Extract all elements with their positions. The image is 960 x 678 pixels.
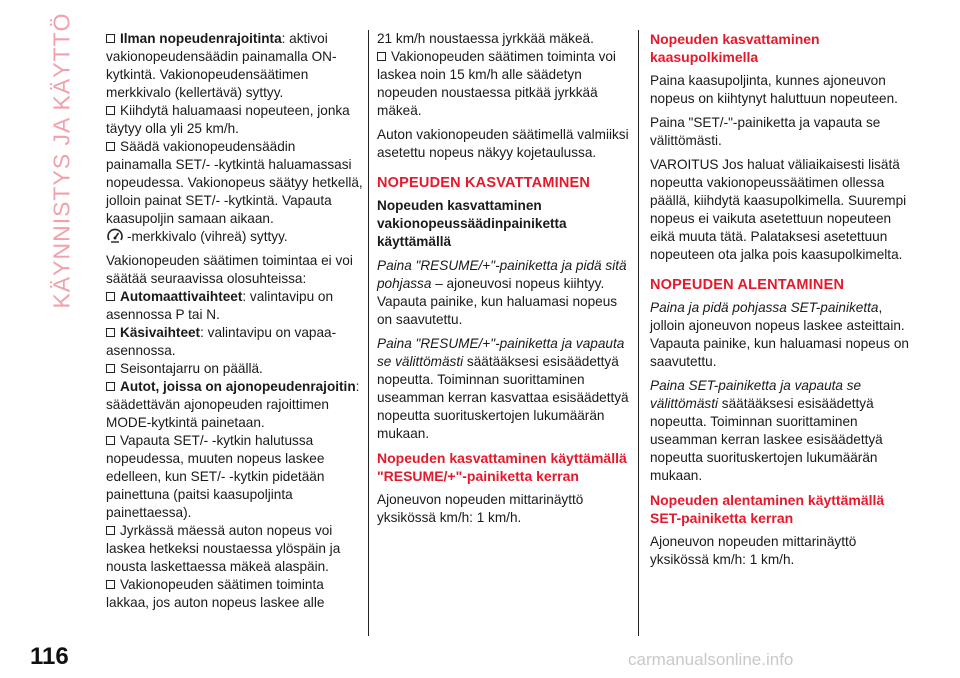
paragraph [377,335,633,443]
bullet-text: Kiihdytä haluamaasi nopeuteen, jonka täytyy olla yli 25 km/h. [106,103,350,136]
bullet-item [106,30,364,102]
bullet-item [377,48,633,120]
paragraph-text: säätääksesi esisäädettyä nopeutta. Toiminnan suorittaminen useamman kerran laskee esisäädettyä nopeutta suorituskertojen lukumäärän mukaan. [650,396,883,483]
column-1 [106,30,364,612]
bullet-text: Vakionopeuden säätimen toiminta lakkaa, jos auton nopeus laskee alle [106,577,325,610]
bullet-item [106,360,364,378]
section-heading: NOPEUDEN KASVATTAMINEN [377,175,591,191]
bullet-item [106,432,364,522]
paragraph: Ajoneuvon nopeuden mittarinäyttö yksikössä km/h: 1 km/h. [650,534,857,567]
page-number: 116 [30,643,69,670]
bullet-item [106,324,364,360]
column-2 [377,30,633,527]
bullet-text: : aktivoi vakionopeudensäädin painamalla ON-kytkintä. Vakionopeudensäätimen merkkivalo (kellertävä) syttyy. [106,31,337,100]
chapter-side-tab [42,11,82,309]
bullet-label: Autot, joissa on ajonopeudenrajoitin [120,379,356,394]
paragraph: Paina kaasupoljinta, kunnes ajoneuvon nopeus on kiihtynyt haluttuun nopeuteen. [650,73,898,106]
paragraph: VAROITUS Jos haluat väliaikaisesti lisätä nopeutta vakionopeussäätimen ollessa päällä, kiihdytä kaasupolkimella. Suurempi nopeus ei vaikuta asetettuun nopeuteen eikä muuta tätä. Palataksesi asetettuun nopeuteen ota jalka pois kaasupolkimelta. [650,157,907,262]
paragraph-text: säätääksesi esisäädettyä nopeutta. Toiminnan suorittaminen useamman kerran kasvattaa esisäädettyä nopeutta suorituskertojen lukumäärän mukaan. [377,354,629,441]
bullet-label: Käsivaihteet [120,325,201,340]
subsection-heading: Nopeuden kasvattaminen käyttämällä "RESUME/+"-painiketta kerran [377,450,627,484]
bullet-text: Seisontajarru on päällä. [120,361,263,376]
paragraph: Paina "SET/-"-painiketta ja vapauta se välittömästi. [650,115,881,148]
subsection-heading: Nopeuden kasvattaminen vakionopeussäädinpainiketta käyttämällä [377,198,567,249]
indicator-line [106,228,364,246]
subsection-heading: Nopeuden kasvattaminen kaasupolkimella [650,31,820,65]
bullet-text: Jyrkässä mäessä auton nopeus voi laskea hetkeksi noustaessa ylöspäin ja nousta laskettaessa mäkeä alaspäin. [106,523,341,574]
paragraph: Auton vakionopeuden säätimellä valmiiksi asetettu nopeus näkyy kojetaulussa. [377,127,629,160]
bullet-text: : valintavipu on vapaa-asennossa. [106,325,337,358]
bullet-item [106,378,364,432]
paragraph [650,377,910,485]
paragraph: Vakionopeuden säätimen toimintaa ei voi säätää seuraavissa olosuhteissa: [106,253,353,286]
paragraph-italic: Paina ja pidä pohjassa SET-painiketta [650,300,879,315]
paragraph-text: – ajoneuvosi nopeus kiihtyy. Vapauta painike, kun haluamasi nopeus on saavutettu. [377,276,618,327]
bullet-text: Säädä vakionopeudensäädin painamalla SET/- -kytkintä haluamassasi nopeudessa. Vakionopeus säätyy hetkellä, jolloin painat SET/- -kytkintä. Vapauta kaasupoljin samaan aikaan. [106,139,363,226]
bullet-item [106,576,364,612]
bullet-label: Ilman nopeudenrajoitinta [120,31,282,46]
bullet-item [106,138,364,228]
paragraph-italic: Paina "RESUME/+"-painiketta ja vapauta se välittömästi [377,336,625,369]
paragraph-italic: Paina SET-painiketta ja vapauta se välittömästi [650,378,862,411]
column-divider [368,30,369,636]
paragraph [650,299,910,371]
paragraph-italic: Paina "RESUME/+"-painiketta ja pidä sitä pohjassa [377,258,627,291]
bullet-text: : säädettävän ajonopeuden rajoittimen MODE-kytkintä painetaan. [106,379,360,430]
bullet-item [106,102,364,138]
indicator-text: -merkkivalo (vihreä) syttyy. [127,229,288,244]
column-3 [650,30,910,569]
column-divider [638,30,639,636]
bullet-label: Automaattivaihteet [120,289,243,304]
paragraph [377,257,633,329]
bullet-item [106,288,364,324]
watermark: carmanualsonline.info [628,650,794,669]
bullet-text: Vakionopeuden säätimen toiminta voi laskea noin 15 km/h alle säädetyn nopeuden noustaessa pitkää jyrkkää mäkeä. [377,49,616,118]
bullet-text: : valintavipu on asennossa P tai N. [106,289,334,322]
paragraph-text: , jolloin ajoneuvon nopeus laskee asteittain. Vapauta painike, kun haluamasi nopeus on saavutettu. [650,300,909,369]
bullet-item [106,522,364,576]
subsection-heading: Nopeuden alentaminen käyttämällä SET-painiketta kerran [650,492,885,526]
bullet-text: Vapauta SET/- -kytkin halutussa nopeudessa, muuten nopeus laskee edelleen, kun SET/- -kytkin pidetään painettuna (paitsi kaasupoljinta painettaessa). [106,433,325,520]
paragraph: 21 km/h noustaessa jyrkkää mäkeä. [377,31,594,46]
chapter-title: KÄYNNISTYS JA KÄYTTÖ [48,11,75,309]
section-heading: NOPEUDEN ALENTAMINEN [650,277,845,293]
paragraph: Ajoneuvon nopeuden mittarinäyttö yksikössä km/h: 1 km/h. [377,492,584,525]
speed-limiter-icon [106,228,124,244]
